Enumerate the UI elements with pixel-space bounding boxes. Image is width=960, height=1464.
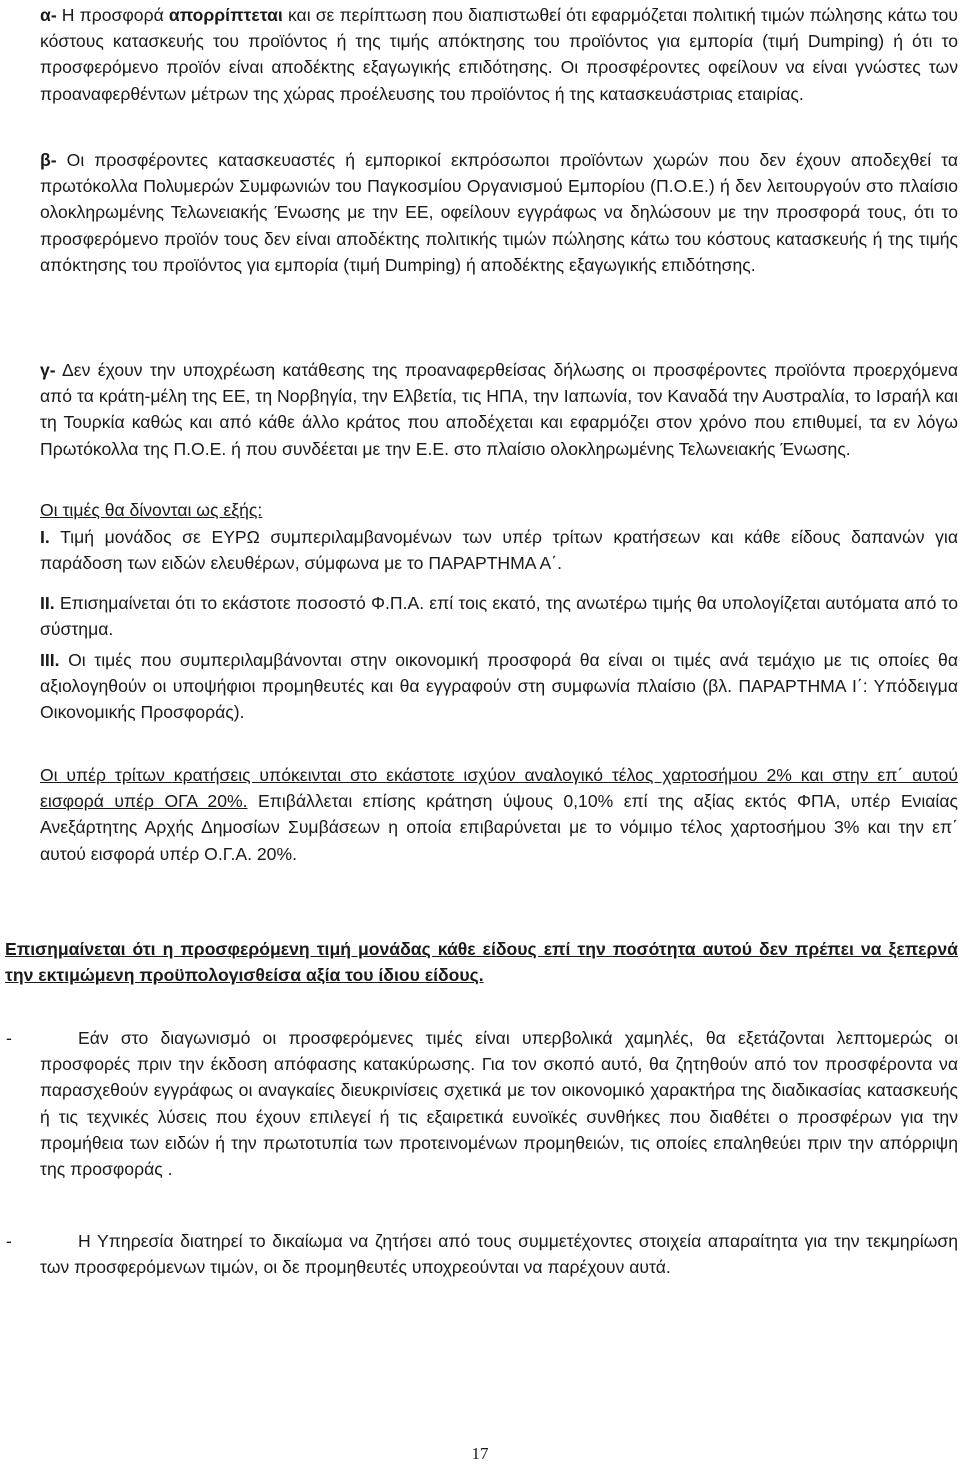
paragraph-alpha: α- Η προσφορά απορρίπτεται και σε περίπτωση που διαπιστωθεί ότι εφαρμόζεται πολιτική τιμών πώλησης κάτω του κόστους κατασκευής του προϊόντος ή της τιμής απόκτησης του προϊόντος για εμπορία (τιμή Dumping) ή ότι το προσφερόμενο προϊόν είναι αποδέκτης εξαγωγικής επιδότησης. Οι προσφέροντες οφείλουν να είναι γνώστες των προαναφερθέντων μέτρων της χώρας προέλευσης του προϊόντος ή της κατασκευάστριας εταιρίας. [40, 5, 959, 104]
item-number: Ι. [40, 527, 50, 547]
fees-paragraph: Οι υπέρ τρίτων κρατήσεις υπόκεινται στο εκάστοτε ισχύον αναλογικό τέλος χαρτοσήμου 2% και στην επ΄ αυτού εισφορά υπέρ ΟΓΑ 20%. Επιβάλλεται επίσης κράτηση ύψους 0,10% επί της αξίας εκτός ΦΠΑ, υπέρ Ενιαίας Ανεξάρτητης Αρχής Δημοσίων Συμβάσεων η οποία επιβαρύνεται με το νόμιμο τέλος χαρτοσήμου 3% και την επ΄ αυτού εισφορά υπέρ Ο.Γ.Α. 20%. [40, 765, 958, 864]
prices-heading: Οι τιμές θα δίνονται ως εξής: [40, 500, 263, 520]
fees-underlined: Οι υπέρ τρίτων κρατήσεις υπόκεινται στο εκάστοτε ισχύον αναλογικό τέλος χαρτοσήμου 2% και στην επ΄ αυτού εισφορά υπέρ ΟΓΑ 20%. [40, 765, 958, 812]
paragraph-beta: β- Οι προσφέροντες κατασκευαστές ή εμπορικοί εκπρόσωποι προϊόντων χωρών που δεν έχουν αποδεχθεί τα πρωτόκολλα Πολυμερών Συμφωνιών του Παγκοσμίου Οργανισμού Εμπορίου (Π.Ο.Ε.) ή δεν λειτουργούν στο πλαίσιο ολοκληρωμένης Τελωνειακής Ένωσης με την ΕΕ, οφείλουν εγγράφως να δηλώσουν με την προσφορά τους, ότι το προσφερόμενο προϊόν τους δεν είναι αποδέκτης πολιτικής τιμών πώλησης κάτω του κόστους κατασκευής ή της τιμής απόκτησης του προϊόντος για εμπορία (τιμή Dumping) ή αποδέκτης εξαγωγικής επιδότησης. [40, 150, 958, 275]
paragraph-marker: β- [40, 150, 57, 170]
item-number: ΙΙ. [40, 593, 55, 613]
bullet-dash: - [6, 1231, 12, 1251]
price-item-3: ΙΙΙ. Οι τιμές που συμπεριλαμβάνονται στην οικονομική προσφορά θα είναι οι τιμές ανά τεμάχιο με τις οποίες θα αξιολογηθούν οι υποψήφιοι προμηθευτές και θα εγγραφούν στη συμφωνία πλαίσιο (βλ. ΠΑΡΑΡΤΗΜΑ Ι΄: Υπόδειγμα Οικονομικής Προσφοράς). [40, 650, 959, 723]
price-item-1: Ι. Τιμή μονάδος σε ΕΥΡΩ συμπεριλαμβανομένων των υπέρ τρίτων κρατήσεων και κάθε είδους δαπανών για παράδοση των ειδών ελευθέρων, σύμφωνα με το ΠΑΡΑΡΤΗΜΑ Α΄. [40, 527, 958, 574]
paragraph-marker: γ- [40, 360, 56, 380]
price-item-2: ΙΙ. Επισημαίνεται ότι το εκάστοτε ποσοστό Φ.Π.Α. επί τοις εκατό, της ανωτέρω τιμής θα υπολογίζεται αυτόματα από το σύστημα. [40, 593, 959, 640]
bullet-item-2: - Η Υπηρεσία διατηρεί το δικαίωμα να ζητήσει από τους συμμετέχοντες στοιχεία απαραίτητα για την τεκμηρίωση των προσφερόμενων τιμών, οι δε προμηθευτές υποχρεούνται να παρέχουν αυτά. [40, 1228, 958, 1280]
emphasis-rejected: απορρίπτεται [168, 5, 283, 25]
item-number: ΙΙΙ. [40, 650, 60, 670]
page-number: 17 [471, 1444, 489, 1463]
paragraph-gamma: γ- Δεν έχουν την υποχρέωση κατάθεσης της προαναφερθείσας δήλωσης οι προσφέροντες προϊόντα προερχόμενα από τα κράτη-μέλη της ΕΕ, τη Νορβηγία, την Ελβετία, τις ΗΠΑ, την Ιαπωνία, τον Καναδά την Αυστραλία, το Ισραήλ και τη Τουρκία καθώς και από κάθε άλλο κράτος που αποδέχεται και εφαρμόζει στον χρόνο που επιθυμεί, τα εν λόγω Πρωτόκολλα της Π.Ο.Ε. ή που συνδέεται με την Ε.Ε. στο πλαίσιο ολοκληρωμένης Τελωνειακής Ένωσης. [40, 360, 958, 459]
bullet-item-1: - Εάν στο διαγωνισμό οι προσφερόμενες τιμές είναι υπερβολικά χαμηλές, θα εξετάζονται λεπτομερώς οι προσφορές πριν την έκδοση απόφασης κατακύρωσης. Για τον σκοπό αυτό, θα ζητηθούν από τον προσφέροντα να παρασχεθούν εγγράφως οι αναγκαίες διευκρινίσεις σχετικά με τον οικονομικό χαρακτήρα της διαδικασίας κατασκευής ή τις τεχνικές λύσεις που έχουν επιλεγεί ή τις εξαιρετικά ευνοϊκές συνθήκες που διαθέτει ο προσφέρων για την προμήθεια των ειδών ή την πρωτοτυπία των προτεινομένων προμηθειών, τις οποίες επαληθεύει πριν την απόρριψη της προσφοράς . [40, 1025, 958, 1182]
bullet-dash: - [6, 1028, 12, 1048]
price-limit-notice: Επισημαίνεται ότι η προσφερόμενη τιμή μονάδας κάθε είδους επί την ποσότητα αυτού δεν πρέπει να ξεπερνά την εκτιμώμενη προϋπολογισθείσα αξία του ίδιου είδους. [5, 939, 958, 986]
paragraph-marker: α- [40, 5, 57, 25]
